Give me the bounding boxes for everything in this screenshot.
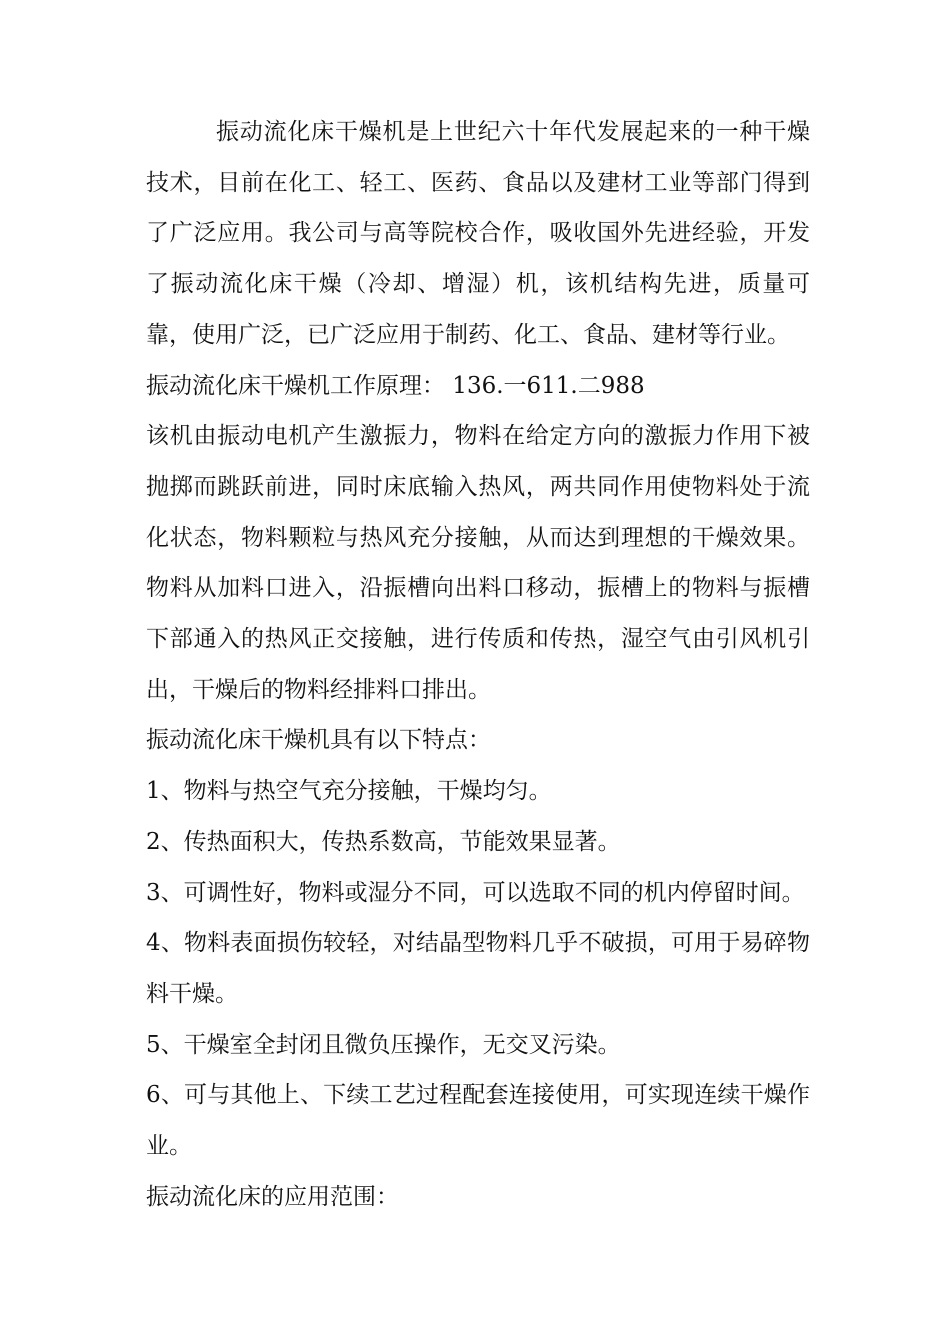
working-principle-paragraph: 该机由振动电机产生激振力，物料在给定方向的激振力作用下被抛掷而跳跃前进，同时床底输入热风，两共同作用使物料处于流化状态，物料颗粒与热风充分接触，从而达到理想的干燥效果。物料从加料口进入，沿振槽向出料口移动，振槽上的物料与振槽下部通入的热风正交接触，进行传质和传热，湿空气由引风机引出，干燥后的物料经排料口排出。 <box>146 423 810 703</box>
working-principle-heading: 振动流化床干燥机工作原理： 136.一611.二988 <box>146 372 645 399</box>
feature-item-6: 6、可与其他上、下续工艺过程配套连接使用，可实现连续干燥作业。 <box>146 1082 810 1160</box>
feature-item-3: 3、可调性好，物料或湿分不同，可以选取不同的机内停留时间。 <box>146 879 805 906</box>
document-body <box>146 107 810 1222</box>
feature-item-2: 2、传热面积大，传热系数高，节能效果显著。 <box>146 828 621 855</box>
intro-paragraph: 振动流化床干燥机是上世纪六十年代发展起来的一种干燥技术，目前在化工、轻工、医药、食品以及建材工业等部门得到了广泛应用。我公司与高等院校合作，吸收国外先进经验，开发了振动流化床干燥（冷却、增湿）机，该机结构先进，质量可靠，使用广泛，已广泛应用于制药、化工、食品、建材等行业。 <box>146 119 810 348</box>
feature-item-5: 5、干燥室全封闭且微负压操作，无交叉污染。 <box>146 1031 621 1058</box>
features-heading: 振动流化床干燥机具有以下特点： <box>146 727 491 754</box>
feature-item-4: 4、物料表面损伤较轻，对结晶型物料几乎不破损，可用于易碎物料干燥。 <box>146 930 810 1007</box>
application-scope-heading: 振动流化床的应用范围： <box>146 1183 399 1210</box>
feature-item-1: 1、物料与热空气充分接触，干燥均匀。 <box>146 778 552 805</box>
